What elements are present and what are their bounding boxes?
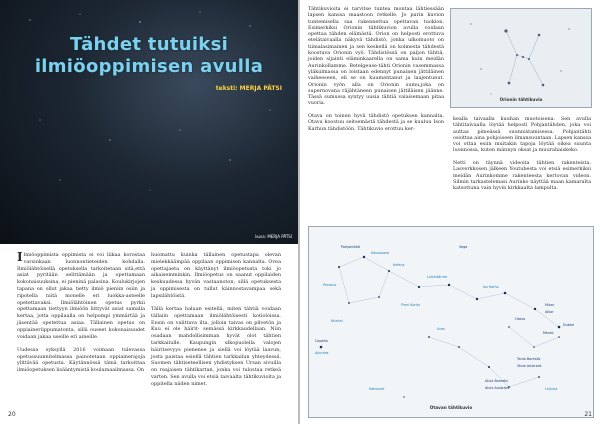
paragraph: Tällä kertaa haluan esitellä, miten tähtiä voidaan tällaiin opettamaan ilmiölähtöisesti kotioloissa. Ensin on valittava ilta, jolloin taivas on pilvetön ja Kuu ei ole häirit- semässä kirkkaudellaan. Niin osadaan mahdollisimman hyvät olot tähtien tarkkailulle. Kaupungin ulkopuolella valojen häiritsevyys pienenee ja siellä voi löytää laavun, josta paistaa esiellä tähtien tarkkailun yhteydessä. Suomen tähtiseteellisen yhdistyksen Ursan sivuilla on reajaisen tähtikartan, jonka voi tulostaa retkeä varten. Sen avulla voi etsiä taivaalta tähtikuvioita ja oppitella niiden nimet.	[151, 305, 281, 387]
star-label: Pohjantähti	[341, 245, 361, 249]
otava-caption: Otavan tähtikuvio	[429, 405, 473, 410]
constellation-label: Kefeus	[393, 263, 405, 267]
photo-credit: kuva: MERJA PÄTSI	[255, 234, 292, 239]
left-page	[0, 0, 298, 424]
right-page	[300, 0, 600, 424]
page-number-left: 20	[8, 411, 16, 418]
paragraph: Otava on toinen hyvä tähdistö opetuksen kannalta. Otava koostuu seitsemästä tähdestä ja se kuuluu Ison Karhun tähdistöön. Tähtikuvio erottuu ker-	[308, 113, 444, 132]
star-label: Otava	[515, 317, 526, 321]
constellation-label: Perseus	[323, 283, 337, 287]
paragraph: Ilmiöoppimista oppimista ei voi liikaa korostaa varsinkaan luonnontieteiden kohdalla. Ilmiölähtöisellä opetuksella tarkoitetaan sitä,että asiat pyritään selittämään ja opettamaan kokonaisuuksina, ei pieninä palasina. Koulukirjojen tapana on ollut jakaa tietty ilmiö pieniin osiin ja ripotella niitä monelle eri luokka-asteelle opetettavaksi. Ilmiölähtöinen opetus pyrkii opettamaan tiettyyn ilmiöön liittyvät asiat samalla kertaa, jotta oppilaalla on helpompi ymmärtää ja jäsentää opetettua asiaa. Tällainen opetus on oppiaineriippumatonta, sillä ouseet kokonaisuudet voidaan jakaa useille eri aineille.	[17, 250, 145, 340]
orion-constellation-icon	[451, 9, 591, 107]
right-column-1	[308, 6, 444, 138]
constellation-label: Kassiopeia	[371, 251, 389, 255]
paragraph: huomattu kuinka tällainen opetustapa olevan mielekkäämpää oppilaan oppimisen kannalta. Ovea opettajaeta on käyttänyt ilmiöopetusta toki jo aikaisemminkin. Ilmiöopetus on saanut oppilaiden keskuudessa hyvän vastaanoton, sillä opetuksesta ja oppimisesta on tullut käinnostavampaa sekä lapsilähtöistä.	[151, 252, 281, 299]
constellation-label: Iso Karhu	[483, 285, 499, 289]
paragraph: Netti on täynnä videoita tähtien rakenteista. Lasverkkosen jälkeen Youtubesta voi etsiä esimerkiksi meidän Aurinkomme rakenteesta kertovan videon. Silmin tarkastelemasi Aurinko näyttää maan kamaralta katsottuna vain hyvin kirkkaalta lampulta.	[453, 160, 591, 192]
constellation-label: Ajomies	[315, 351, 329, 355]
drop-cap: I	[17, 250, 23, 264]
orion-caption: Orionin tähtikuvio	[499, 97, 543, 102]
star-label: Mizar	[545, 303, 555, 307]
left-column-2	[151, 252, 281, 394]
paragraph: Uudessa syksyllä 2016 voimaan tulevassa opetussuunnitelmassa painotetaan oppiainerajoja ylittävää opetusta. Käytännössä tämä tarkoittaa ilmiöopetuksen lisääntymistä koulumaailmassa. On	[17, 346, 145, 374]
star-label: Alula Australis	[485, 386, 510, 390]
constellation-label: Lohikäärme	[427, 275, 447, 279]
right-column-2	[453, 116, 591, 198]
article-title-line1: Tähdet tutuiksi	[69, 34, 229, 55]
star-label: Tania Australis	[517, 364, 542, 368]
constellation-label: Pieni Karhu	[401, 303, 421, 307]
star-label: Vega	[459, 245, 468, 249]
constellation-label: Leijona	[545, 387, 558, 391]
hero-image	[0, 0, 298, 244]
page-number-right: 21	[584, 411, 592, 418]
author-credit: teksti: MERJA PÄTSI	[215, 85, 282, 92]
star-label: Capella	[315, 339, 328, 343]
constellation-label: Kaksoset	[369, 387, 385, 391]
article-title-line2: ilmiöoppimisen avulla	[34, 56, 264, 77]
star-label: Merak	[543, 331, 554, 335]
star-label: Alula Borealis	[485, 379, 509, 383]
paragraph: Tähtikuvioita ei tarvitse tuntea montaa lähtiessään lapsen kanssa maastoon retkelle. Jo parin kuvion tuntemisella saa rakennettua opettavan tuokion. Esimerkiksi Orionin tähtikuvion avulla voidaan opettaa tähden elämästä. Orion on helposti erottuva etelätaivaalla näkyvä tähdistö, jonka ulkomuoto on tiimalasimainen ja sen keskellä on kolmesta tähdestä koostuva Orionin vyö. Tähdistössä on paljon tähtiä, joiden sijainti eläminkaarella on sama kuin meidän Aurinkollamme. Betelgeuse-tähti Orionin vasemmassa yläkulmassa on loistaan edennyt punainen jättiläinen vaiheeseen, eli se on kuumentanut ja laajentunut. Orionin vyön alla on Orionin sumu,joka on supernovana räjähtäneen punaisen jättiläisen jäänne. Tässä sumussa syntyy uusia tähtiä valaisemaan pitaa vuoria.	[308, 6, 444, 107]
constellation-label: Ilves	[437, 327, 445, 331]
star-label: Alkor	[545, 310, 554, 314]
orion-star-map	[450, 8, 592, 108]
constellation-label: Kirahvi	[331, 319, 343, 323]
left-column-1	[17, 252, 145, 380]
paragraph: kealla taivaalla kuuhan muotoisena. Sen avulla tähtitaivaalla löytää helposti Pohjantähden, joka voi auttaa pimeässä suunnistamisessa. Pohjantähti osoittaa aina pohjoiseen ilmansuuntaan. Lapsen kanssa voi ottaa esiin muitakin tapoja löytää oikea suunta luonnossa, kuten männyn oksat ja muurahaiskeko.	[453, 116, 591, 154]
star-label: Tania Borealis	[517, 357, 541, 361]
otava-star-map	[308, 226, 594, 418]
star-label: Dubhe	[563, 323, 575, 327]
